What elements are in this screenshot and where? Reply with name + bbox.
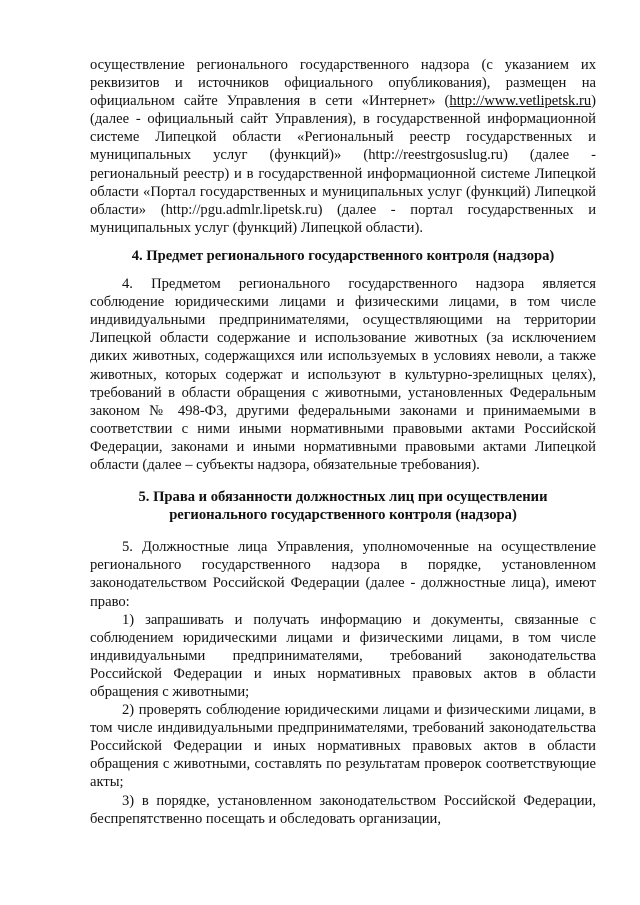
intro-paragraph [90, 56, 596, 237]
document-page [90, 56, 596, 828]
section-4-heading: 4. Предмет регионального государственного контроля (надзора) [131, 247, 555, 264]
section-4-paragraph: 4. Предметом регионального государственного надзора является соблюдение юридическими лицами и физическими лицами, в том числе индивидуальными предпринимателями, осуществляющими на территории Липецкой области содержание и использование животных (за исключением диких животных, содержащихся или используемых в условиях неволи, а также животных, которых содержат и используют в культурно-зрелищных целях), требований в области обращения с животными, установленных Федеральным законом № 498-ФЗ, другими федеральными законами и принимаемыми в соответствии с ними иными нормативными правовыми актами Российской Федерации, законами и иными нормативными правовыми актами Липецкой области (далее – субъекты надзора, обязательные требования). [90, 276, 596, 473]
intro-text-after-link: ) (далее - официальный сайт Управления), в государственной информационной системе Липецкой области «Региональный реестр государственных и муниципальных услуг (функций)» (http://reestrgosuslug.ru) (далее - региональный реестр) и в государственной информационной системе Липецкой области «Портал государственных и муниципальных услуг (функций) Липецкой области» (http://pgu.admlr.lipetsk.ru) (далее - портал государственных и муниципальных услуг (функций) Липецкой области). [90, 93, 596, 236]
list-item-1: 1) запрашивать и получать информацию и документы, связанные с соблюдением юридическими лицами и физическими лицами, в том числе индивидуальными предпринимателями, требований законодательства Российской Федерации и иных нормативных правовых актов в области обращения с животными; [90, 611, 596, 700]
section-5-heading-line-2: регионального государственного контроля (надзора) [169, 507, 517, 524]
section-5-heading [90, 488, 596, 524]
intro-text-before-link: осуществление регионального государственного надзора (с указанием их реквизитов и источников официального опубликования), размещен на официальном сайте Управления в сети «Интернет» ( [90, 57, 596, 110]
section-5-heading-line-1: 5. Права и обязанности должностных лиц при осуществлении [138, 489, 548, 506]
list-item-3: 3) в порядке, установленном законодательством Российской Федерации, беспрепятственно посещать и обследовать организации, [90, 792, 596, 827]
section-5-paragraph: 5. Должностные лица Управления, уполномоченные на осуществление регионального государственного надзора в порядке, установленном законодательством Российской Федерации (далее - должностные лица), имеют право: [90, 539, 596, 610]
list-item-2: 2) проверять соблюдение юридическими лицами и физическими лицами, в том числе индивидуальными предпринимателями, требований законодательства Российской Федерации и иных нормативных правовых актов в области обращения с животными, составлять по результатам проверок соответствующие акты; [90, 702, 596, 791]
official-site-link[interactable]: http://www.vetlipetsk.ru [449, 93, 592, 110]
